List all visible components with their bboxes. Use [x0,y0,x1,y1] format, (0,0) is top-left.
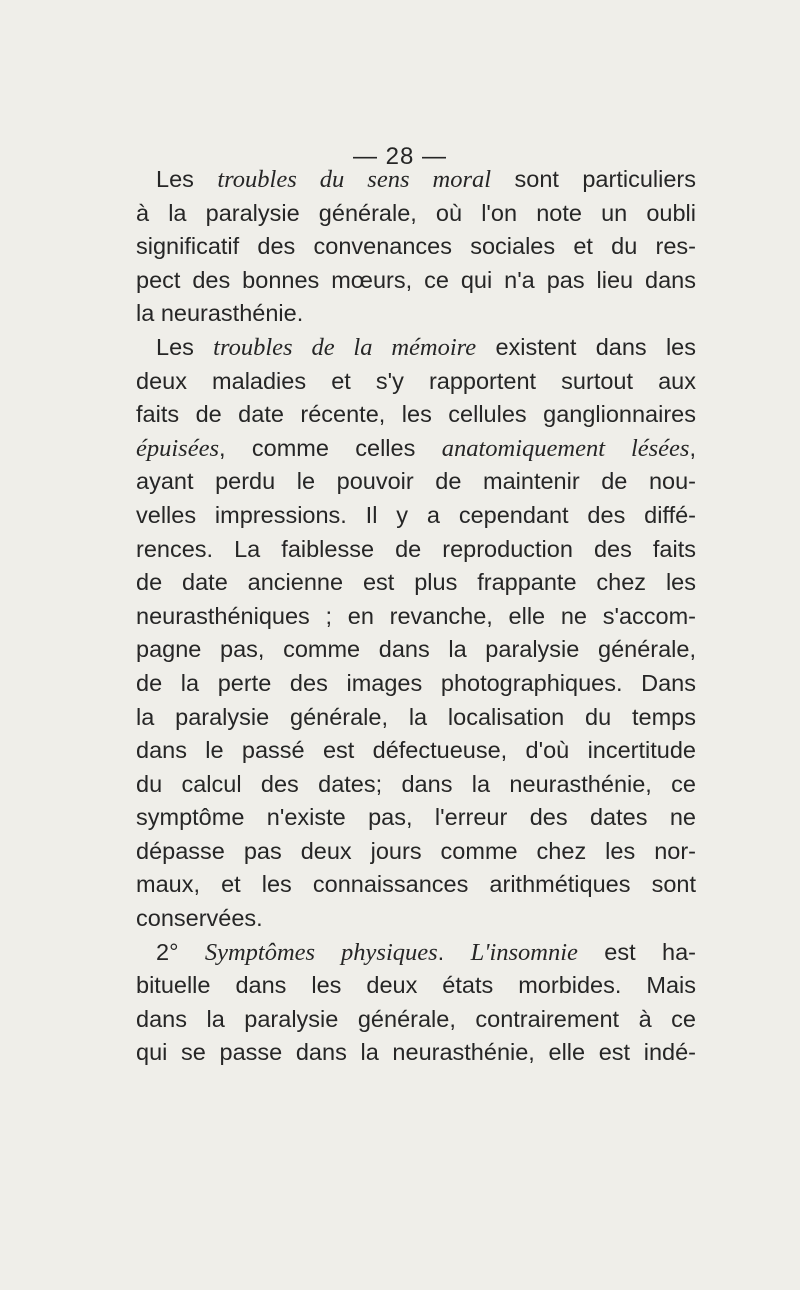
text-line [136,163,696,197]
text-segment: dans la paralysie générale, contrairement à ce [136,1005,696,1032]
text-segment: deux maladies et s'y rapportent surtout aux [136,367,696,394]
text-segment: maux, et les connaissances arithmétiques sont [136,871,696,898]
text-line [136,969,696,1003]
body-text [136,163,696,1070]
text-line [136,230,696,264]
text-line [136,667,696,701]
text-segment: Les [156,333,214,360]
text-segment: à la paralysie générale, où l'on note un oubli [136,199,696,226]
text-segment: conservées. [136,905,263,932]
text-line [136,835,696,869]
text-segment: significatif des convenances sociales et du res- [136,233,696,260]
text-segment: de la perte des images photographiques. Dans [136,669,696,696]
text-line [136,600,696,634]
text-line [136,365,696,399]
text-line [136,533,696,567]
text-line [136,701,696,735]
italic-text: anatomiquement lésées [441,434,690,462]
italic-text: Symptômes physiques [204,938,438,966]
text-segment: est ha- [577,938,696,965]
text-segment: . [437,938,471,965]
text-line [136,432,696,466]
text-segment: neurasthéniques ; en revanche, elle ne s'accom- [136,602,696,629]
italic-text: L'insomnie [470,938,578,966]
text-segment: la neurasthénie. [136,300,304,327]
text-segment: pect des bonnes mœurs, ce qui n'a pas lieu dans [136,266,696,293]
text-line [136,1036,696,1070]
text-line [136,499,696,533]
text-segment: qui se passe dans la neurasthénie, elle est indé- [136,1039,696,1066]
text-line [136,465,696,499]
text-segment: dans le passé est défectueuse, d'où incertitude [136,737,696,764]
italic-text: troubles de la mémoire [213,333,477,361]
text-line [136,734,696,768]
italic-text: troubles du sens moral [217,166,492,193]
text-line [136,868,696,902]
text-line [136,936,696,970]
text-line [136,197,696,231]
text-segment: , comme celles [219,434,442,461]
text-segment: sont particuliers [491,166,696,192]
text-line [136,768,696,802]
text-segment: ayant perdu le pouvoir de maintenir de nou- [136,468,696,495]
text-segment: pagne pas, comme dans la paralysie générale, [136,636,696,663]
text-segment: du calcul des dates; dans la neurasthénie, ce [136,770,696,797]
text-line [136,1003,696,1037]
text-line [136,566,696,600]
text-line [136,264,696,298]
text-line [136,633,696,667]
text-segment: dépasse pas deux jours comme chez les nor- [136,837,696,864]
text-segment: de date ancienne est plus frappante chez les [136,569,696,596]
text-line [136,297,696,331]
text-segment: Les [156,166,218,192]
text-segment: faits de date récente, les cellules ganglionnaires [136,401,696,428]
text-segment: la paralysie générale, la localisation du temps [136,703,696,730]
text-segment: existent dans les [476,333,696,360]
text-line [136,902,696,936]
text-segment: bituelle dans les deux états morbides. Mais [136,972,696,999]
italic-text: épuisées [136,434,219,462]
text-segment: 2° [156,938,205,965]
text-segment: , [689,434,696,461]
page-number: — 28 — [352,143,448,170]
text-line [136,331,696,365]
text-segment: rences. La faiblesse de reproduction des faits [136,535,696,562]
text-line [136,801,696,835]
text-segment: velles impressions. Il y a cependant des diffé- [136,501,696,528]
text-segment: symptôme n'existe pas, l'erreur des dates ne [136,804,696,831]
text-line [136,398,696,432]
